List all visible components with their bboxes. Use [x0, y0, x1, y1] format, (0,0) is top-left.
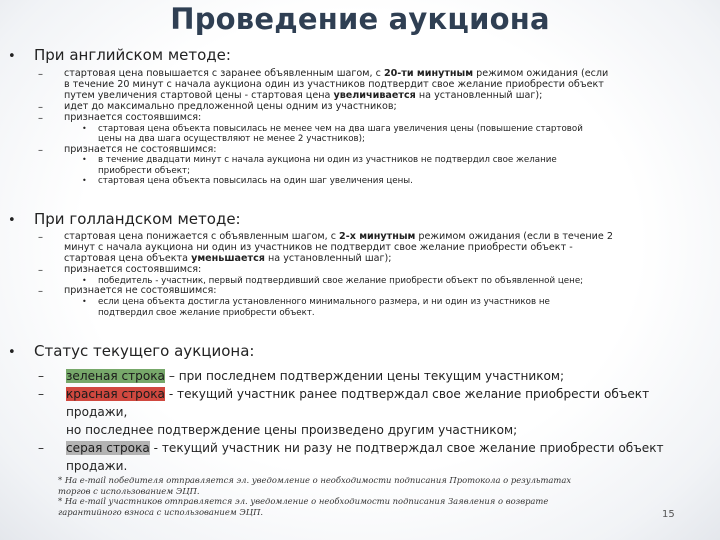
- english-method-heading: [8, 46, 708, 64]
- dutch-heading-text: При голландском методе:: [34, 210, 241, 228]
- english-heading-text: При английском методе:: [34, 46, 231, 64]
- english-method-details: [38, 69, 702, 187]
- english-item-max-price: – идет до максимально предложенной цены одним из участников;: [38, 100, 397, 113]
- page-title: Проведение аукциона: [170, 2, 550, 36]
- green-row-label: зеленая строка: [66, 369, 165, 383]
- english-item-valid: – признается состоявшимся:: [38, 111, 202, 124]
- status-green-row: – зеленая строка – при последнем подтверждении цены текущим участником;: [38, 369, 565, 383]
- english-invalid-condition-2: • стартовая цена объекта повысилась на один шаг увеличения цены.: [82, 176, 413, 187]
- red-row-label: красная строка: [66, 387, 165, 401]
- bullet: •: [8, 49, 16, 64]
- english-item-start-price: – стартовая цена повышается с заранее объявленным шагом, с 20-ти минутным режимом ожидания (если в течение 20 минут с начала аукциона один из участников подтвердит свое желание приобрести объект путем увеличения стартовой цены - стартовая цена увеличивается на установленный шаг);: [38, 68, 609, 101]
- dutch-valid-condition: • победитель - участник, первый подтвердивший свое желание приобрести объект по объявленной цене;: [82, 275, 584, 286]
- dutch-method-heading: [8, 210, 708, 228]
- status-legend: [38, 367, 702, 475]
- dutch-invalid-condition: • если цена объекта достигла установленного минимального размера, и ни один из участников не подтвердил свое желание приобрести объект.: [82, 297, 550, 318]
- status-grey-row: – серая строка - текущий участник ни разу не подтверждал свое желание приобрести объект продажи.: [38, 441, 664, 473]
- status-heading-text: Статус текущего аукциона:: [34, 342, 255, 360]
- bullet: •: [8, 213, 16, 228]
- page-number: 15: [662, 509, 675, 520]
- status-heading: [8, 342, 708, 360]
- english-item-invalid: – признается не состоявшимся:: [38, 143, 217, 156]
- dutch-item-invalid: – признается не состоявшимся:: [38, 285, 217, 298]
- status-red-row: – красная строка - текущий участник ранее подтверждал свое желание приобрести объект продажи, но последнее подтверждение цены произведено другим участником;: [38, 387, 650, 437]
- dutch-method-details: [38, 232, 702, 318]
- grey-row-label: серая строка: [66, 441, 150, 455]
- bullet: •: [8, 345, 16, 360]
- dutch-item-valid: – признается состоявшимся:: [38, 263, 202, 276]
- english-invalid-condition-1: • в течение двадцати минут с начала аукциона ни один из участников не подтвердил свое желание приобрести объект;: [82, 155, 557, 176]
- dutch-item-start-price: – стартовая цена понижается с объявленным шагом, с 2-х минутным режимом ожидания (если в течение 2 минут с начала аукциона ни один из участников не подтвердит свое желание приобрести объект - стартовая цена объекта уменьшается на установленный шаг);: [38, 231, 613, 264]
- english-valid-condition: • стартовая цена объекта повысилась не менее чем на два шага увеличения цены (повышение стартовой цены на два шага осуществляют не менее 2 участников);: [82, 123, 583, 145]
- footnote: * На e-mail победителя отправляется эл. уведомление о необходимости подписания Протокола о результатах торгов с использованием ЭЦП. * На e-mail участников отправляется эл. уведомление о необходимости подписания Заявления о возврате гарантийного взноса с использованием ЭЦП.: [58, 475, 572, 517]
- dash-marker: –: [38, 69, 43, 80]
